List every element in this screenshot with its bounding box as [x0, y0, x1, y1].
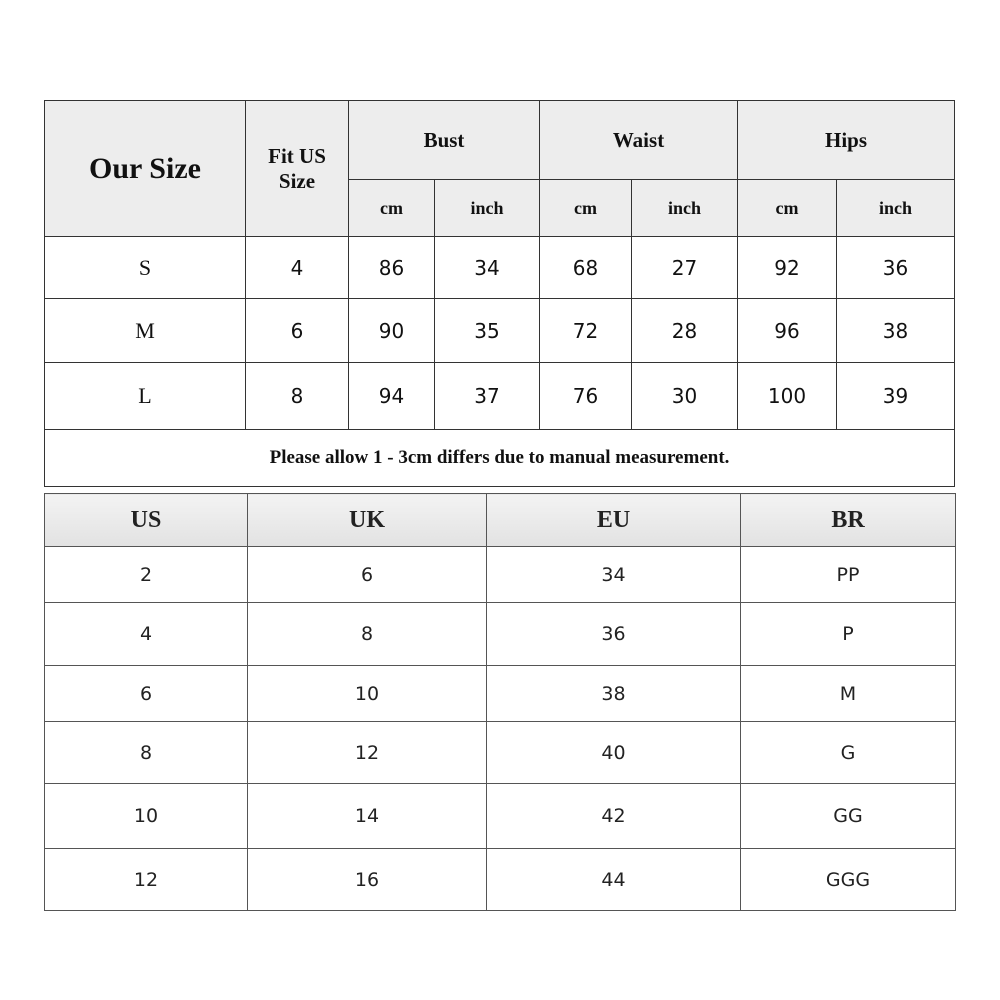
- fit-us-cell: 8: [246, 363, 349, 430]
- header-waist: Waist: [540, 101, 738, 180]
- us-cell: 8: [45, 722, 248, 784]
- uk-cell: 6: [248, 547, 487, 603]
- header-uk: UK: [248, 494, 487, 547]
- measurement-table: [44, 100, 955, 487]
- header-bust: Bust: [349, 101, 540, 180]
- waist-cm-cell: 68: [540, 237, 632, 299]
- br-cell: PP: [741, 547, 956, 603]
- header-us: US: [45, 494, 248, 547]
- uk-cell: 16: [248, 849, 487, 911]
- eu-cell: 38: [487, 666, 741, 722]
- unit-bust-cm: cm: [349, 180, 435, 237]
- unit-waist-cm: cm: [540, 180, 632, 237]
- br-cell: G: [741, 722, 956, 784]
- measurement-header-row: [45, 101, 955, 180]
- fit-us-cell: 6: [246, 299, 349, 363]
- measurement-note: Please allow 1 - 3cm differs due to manual measurement.: [45, 430, 955, 487]
- bust-cm-cell: 90: [349, 299, 435, 363]
- us-cell: 2: [45, 547, 248, 603]
- uk-cell: 14: [248, 784, 487, 849]
- waist-inch-cell: 28: [632, 299, 738, 363]
- header-our-size: Our Size: [45, 101, 246, 237]
- header-fit-us-line2: Size: [278, 168, 316, 193]
- table-row: [45, 299, 955, 363]
- note-row: [45, 430, 955, 487]
- table-row: [45, 784, 956, 849]
- header-hips: Hips: [738, 101, 955, 180]
- br-cell: P: [741, 603, 956, 666]
- table-row: [45, 849, 956, 911]
- header-fit-us-size: [246, 101, 349, 237]
- br-cell: GGG: [741, 849, 956, 911]
- br-cell: GG: [741, 784, 956, 849]
- size-cell: L: [45, 363, 246, 430]
- br-cell: M: [741, 666, 956, 722]
- eu-cell: 42: [487, 784, 741, 849]
- unit-bust-inch: inch: [435, 180, 540, 237]
- us-cell: 6: [45, 666, 248, 722]
- size-cell: M: [45, 299, 246, 363]
- fit-us-cell: 4: [246, 237, 349, 299]
- eu-cell: 40: [487, 722, 741, 784]
- table-row: [45, 547, 956, 603]
- eu-cell: 44: [487, 849, 741, 911]
- size-conversion-table: [44, 493, 956, 911]
- hips-cm-cell: 96: [738, 299, 837, 363]
- hips-inch-cell: 39: [837, 363, 955, 430]
- table-row: [45, 722, 956, 784]
- table-row: [45, 237, 955, 299]
- header-eu: EU: [487, 494, 741, 547]
- table-row: [45, 603, 956, 666]
- uk-cell: 12: [248, 722, 487, 784]
- header-fit-us-line1: Fit US: [268, 143, 326, 168]
- header-br: BR: [741, 494, 956, 547]
- eu-cell: 34: [487, 547, 741, 603]
- us-cell: 4: [45, 603, 248, 666]
- uk-cell: 8: [248, 603, 487, 666]
- waist-inch-cell: 27: [632, 237, 738, 299]
- hips-cm-cell: 92: [738, 237, 837, 299]
- size-cell: S: [45, 237, 246, 299]
- hips-cm-cell: 100: [738, 363, 837, 430]
- hips-inch-cell: 38: [837, 299, 955, 363]
- bust-inch-cell: 35: [435, 299, 540, 363]
- unit-hips-cm: cm: [738, 180, 837, 237]
- bust-inch-cell: 34: [435, 237, 540, 299]
- us-cell: 12: [45, 849, 248, 911]
- waist-cm-cell: 72: [540, 299, 632, 363]
- conversion-header-row: [45, 494, 956, 547]
- waist-cm-cell: 76: [540, 363, 632, 430]
- uk-cell: 10: [248, 666, 487, 722]
- us-cell: 10: [45, 784, 248, 849]
- eu-cell: 36: [487, 603, 741, 666]
- hips-inch-cell: 36: [837, 237, 955, 299]
- table-row: [45, 666, 956, 722]
- waist-inch-cell: 30: [632, 363, 738, 430]
- bust-inch-cell: 37: [435, 363, 540, 430]
- table-row: [45, 363, 955, 430]
- bust-cm-cell: 94: [349, 363, 435, 430]
- unit-hips-inch: inch: [837, 180, 955, 237]
- bust-cm-cell: 86: [349, 237, 435, 299]
- unit-waist-inch: inch: [632, 180, 738, 237]
